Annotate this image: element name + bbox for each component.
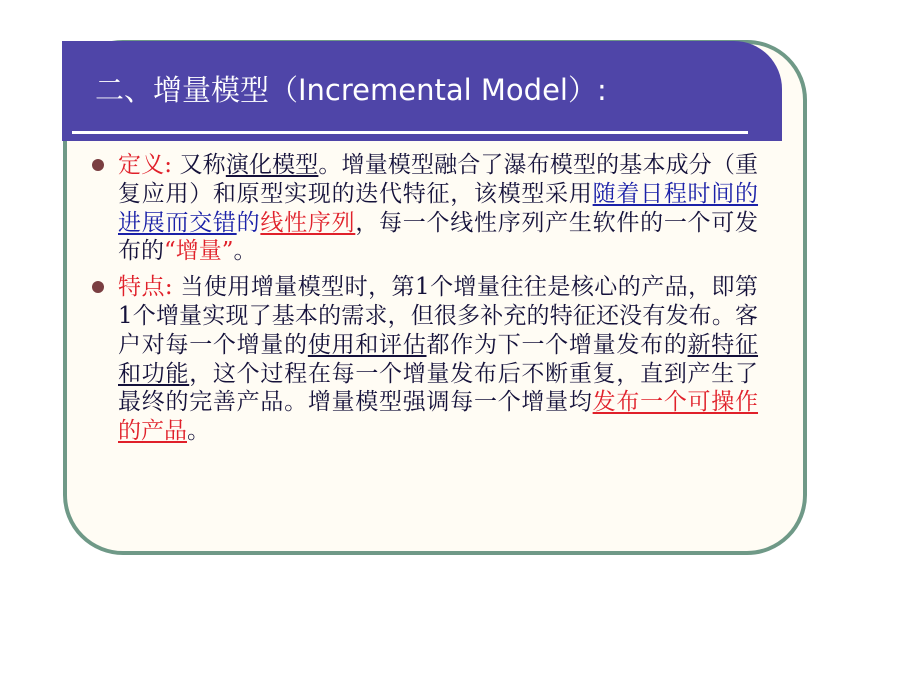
definition-increment: “增量” [164,238,234,265]
definition-label: 定义: [118,152,173,178]
feature-text-1: 当使用增量模型时，第1个增量往往是核心的产品，即第1个增量实现了基本的需求，但很多补充的特征还没有发布。客户对每一个增量的 [118,274,759,358]
definition-linear-sequence: 线性序列 [260,209,356,236]
bullet-icon [92,159,104,171]
definition-text-1: 又称 [179,152,226,178]
feature-use-and-evaluation: 使用和评估 [307,331,427,358]
definition-interleaved-text: 随着日程时间的进展而交错 [118,180,759,236]
slide-content [118,151,758,453]
feature-text-3: ，这个过程在每一个增量发布后不断重复，直到产生了最终的完善产品。增量模型强调每一个增量均 [118,360,759,416]
definition-text-4: ，每一个线性序列产生软件的一个可发布的 [118,209,759,265]
title-underline [72,131,748,134]
feature-label: 特点: [118,274,173,301]
definition-paragraph [118,151,758,266]
feature-operable-product: 发布一个可操作的产品 [118,389,759,445]
definition-evolution-model: 演化模型 [225,152,319,178]
feature-text-4: 。 [187,418,210,445]
definition-text-3: 的 [236,209,261,236]
feature-paragraph [118,273,758,446]
slide-title: 二、增量模型（Incremental Model）: [95,73,607,107]
definition-text-2: 。增量模型融合了瀑布模型的基本成分（重复应用）和原型实现的迭代特征，该模型采用 [118,152,759,207]
definition-text-5: 。 [233,238,257,265]
feature-new-features: 新特征和功能 [118,331,759,387]
feature-text-2: 都作为下一个增量发布的 [426,331,688,358]
